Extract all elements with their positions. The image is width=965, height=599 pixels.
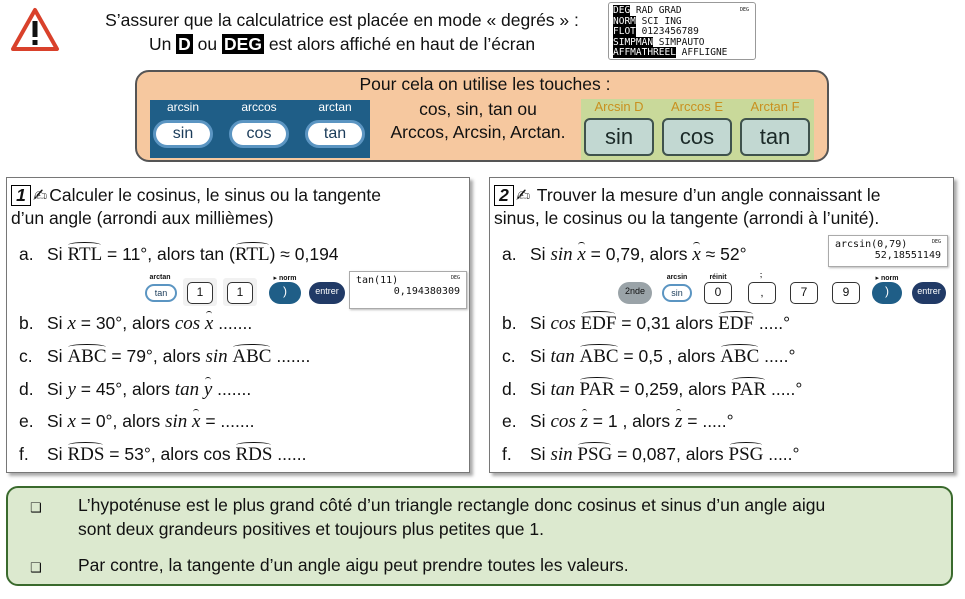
ex1-f-t1: Si xyxy=(47,444,68,464)
summary-box xyxy=(6,486,953,586)
casio-key-tan xyxy=(739,99,811,156)
warning-triangle-icon xyxy=(10,7,60,52)
ex1-f-angle-2: RDS xyxy=(235,444,273,465)
ex1-key-tan: tan xyxy=(145,284,177,302)
ex2-item-a xyxy=(502,242,747,266)
ex1-d-var-hat: y xyxy=(203,379,213,400)
ex1-e-t3: = ....... xyxy=(200,411,255,431)
ex2-e-var-hat-2: z xyxy=(674,411,683,432)
warning-line-1: S’assurer que la calculatrice est placée en mode « degrés » : xyxy=(105,10,579,30)
ex2-f-fn: sin xyxy=(550,444,578,465)
warning-line-2 xyxy=(72,32,612,56)
ex1-display-line-1: tan(11) xyxy=(356,275,399,286)
ex2-display-mode: DEG xyxy=(931,239,941,245)
mode-row-4-selected: SIMPMAN xyxy=(613,36,654,48)
casio-key-tan-second: Arctan F xyxy=(750,99,800,114)
ex1-f-label: f. xyxy=(19,444,29,464)
ex1-b-t2: = 30°, alors xyxy=(75,313,175,333)
ex1-a-t1: Si xyxy=(47,244,68,264)
warning-line-2-pre: Un xyxy=(148,34,177,54)
pencil-icon: ✍ xyxy=(33,186,48,205)
exercise-2-number: 2 xyxy=(494,185,514,206)
ex2-f-label: f. xyxy=(502,444,512,464)
ex1-display-mode: DEG xyxy=(450,275,460,281)
ex1-c-t1: Si xyxy=(47,346,68,366)
ex2-f-t3: .....° xyxy=(763,444,800,464)
summary-point-1-line-1: L’hypoténuse est le plus grand côté d’un triangle rectangle donc cosinus et sinus d’un angle aigu xyxy=(78,495,826,515)
mode-screen xyxy=(608,2,756,60)
ex1-e-t1: Si xyxy=(47,411,68,431)
ex1-d-t1: Si xyxy=(47,379,68,399)
ex1-c-t2: = 79°, alors xyxy=(106,346,206,366)
ex2-a-var-hat: x xyxy=(577,244,586,265)
warning-line-2-mid: ou xyxy=(192,34,223,54)
warning-text xyxy=(72,8,612,56)
ti-key-cos xyxy=(226,100,292,148)
ti-key-sin xyxy=(150,100,216,148)
ex2-key-7: 7 xyxy=(790,282,818,304)
ex1-f-angle: RDS xyxy=(67,444,105,465)
ex2-key-arcsin-label: arcsin xyxy=(666,274,688,281)
exercise-2-card xyxy=(489,177,954,473)
ti-key-cos-second: arccos xyxy=(241,100,277,114)
ti-key-tan-second: arctan xyxy=(318,100,352,114)
casio-key-cos-label: cos xyxy=(662,118,732,156)
ex2-e-t2: = 1 , alors xyxy=(587,411,675,431)
ex1-b-label: b. xyxy=(19,313,34,333)
ex1-c-fn: sin xyxy=(205,346,233,367)
ex1-calc-display xyxy=(349,271,467,309)
ex1-key-1b: 1 xyxy=(227,282,253,304)
ex2-e-fn: cos xyxy=(550,411,581,432)
ex2-f-t1: Si xyxy=(530,444,551,464)
summary-point-1 xyxy=(78,493,948,541)
ex2-a-t2: = 0,79, alors xyxy=(585,244,693,264)
exercise-2-heading-line-2: sinus, le cosinus ou la tangente (arrondi à l’unité). xyxy=(494,208,880,228)
ex2-d-fn: tan xyxy=(550,379,580,400)
exercise-1-heading xyxy=(11,184,467,229)
ti-keys-image xyxy=(150,100,370,158)
ti-key-sin-label: sin xyxy=(153,120,213,148)
ex1-d-t2: = 45°, alors xyxy=(75,379,175,399)
mode-row-1 xyxy=(613,6,751,17)
ex2-f-t2: = 0,087, alors xyxy=(612,444,729,464)
mode-row-1-rest: RAD GRAD xyxy=(630,5,682,16)
ti-key-sin-second: arcsin xyxy=(166,100,199,114)
mode-screen-indicator: DEG xyxy=(739,7,749,13)
bullet-icon: ❑ xyxy=(30,500,42,515)
exercise-1-heading-line-2: d’un angle (arrondi aux millièmes) xyxy=(11,208,274,228)
ex2-d-t3: .....° xyxy=(766,379,803,399)
exercise-1-number: 1 xyxy=(11,185,31,206)
keys-panel-description xyxy=(374,98,582,144)
ex1-d-t3: ....... xyxy=(212,379,252,399)
ex2-c-label: c. xyxy=(502,346,516,366)
ex2-d-label: d. xyxy=(502,379,517,399)
ex1-c-t3: ....... xyxy=(271,346,311,366)
deg-indicator: DEG xyxy=(224,34,262,54)
ex2-key-reinit-label: réinit xyxy=(709,274,727,281)
ex1-e-label: e. xyxy=(19,411,34,431)
mode-row-5-rest: AFFLIGNE xyxy=(675,47,728,58)
ex2-e-var-hat: z xyxy=(580,411,588,432)
ti-key-tan-label: tan xyxy=(305,120,365,148)
ex2-f-angle: PSG xyxy=(577,444,613,465)
ex2-item-b xyxy=(502,311,790,335)
ex2-a-label: a. xyxy=(502,244,517,264)
ex1-item-b xyxy=(19,311,252,335)
keys-desc-line-1: cos, sin, tan ou xyxy=(419,99,537,119)
ex2-key-second: 2nde xyxy=(618,282,652,304)
ex2-display-line-2: 52,18551149 xyxy=(874,250,941,261)
mode-row-1-selected: DEG xyxy=(613,5,631,16)
ex2-key-9: 9 xyxy=(832,282,860,304)
summary-point-2: Par contre, la tangente d’un angle aigu peut prendre toutes les valeurs. xyxy=(78,555,629,575)
ex2-c-fn: tan xyxy=(550,346,580,367)
ex1-item-a xyxy=(19,242,339,266)
ex2-c-t2: = 0,5 , alors xyxy=(618,346,721,366)
ex1-d-fn: tan xyxy=(174,379,204,400)
ex2-d-t2: = 0,259, alors xyxy=(614,379,731,399)
ti-key-cos-label: cos xyxy=(229,120,289,148)
mode-row-2-rest: SCI ING xyxy=(635,15,682,27)
casio-key-sin xyxy=(583,99,655,156)
summary-point-1-line-2: sont deux grandeurs positives et toujours plus petites que 1. xyxy=(78,519,544,539)
ex1-item-c xyxy=(19,344,310,368)
ex2-c-t3: .....° xyxy=(759,346,796,366)
ex2-b-t1: Si xyxy=(530,313,551,333)
exercise-2-heading-line-1: Trouver la mesure d’un angle connaissant le xyxy=(536,185,881,205)
ex2-item-c xyxy=(502,344,795,368)
ex1-a-angle-2: RTL xyxy=(234,244,270,265)
ti-key-tan xyxy=(302,100,368,148)
ex1-item-f xyxy=(19,442,306,466)
ex2-c-angle: ABC xyxy=(579,346,619,367)
mode-row-2-selected: NORM xyxy=(613,15,636,27)
ex2-item-d xyxy=(502,377,802,401)
ex1-f-t3: ...... xyxy=(272,444,307,464)
ex2-a-fn: sin xyxy=(550,244,578,265)
ex2-key-comma: ‚ xyxy=(748,282,776,304)
ex2-item-e xyxy=(502,409,734,433)
ex1-key-arctan-label: arctan xyxy=(149,274,171,281)
ex2-a-t3: ≈ 52° xyxy=(700,244,747,264)
ex2-b-label: b. xyxy=(502,313,517,333)
mode-row-5 xyxy=(613,48,751,59)
ex2-b-t3: .....° xyxy=(754,313,791,333)
ex1-key-enter: entrer xyxy=(309,282,345,304)
exercise-1-card xyxy=(6,177,470,473)
ex2-item-f xyxy=(502,442,800,466)
ex1-a-angle: RTL xyxy=(67,244,103,265)
ex1-b-t3: ....... xyxy=(213,313,253,333)
keys-panel-title: Pour cela on utilise les touches : xyxy=(359,74,611,94)
ex1-e-t2: = 0°, alors xyxy=(75,411,166,431)
ex1-item-d xyxy=(19,377,251,401)
ex2-a-var-hat-2: x xyxy=(692,244,701,265)
ex2-key-enter: entrer xyxy=(912,282,946,304)
ex2-display-line-1: arcsin(0,79) xyxy=(835,239,908,250)
ex2-key-0: 0 xyxy=(704,282,732,304)
ex2-d-t1: Si xyxy=(530,379,551,399)
exercise-2-heading xyxy=(494,184,952,229)
ex2-a-t1: Si xyxy=(530,244,551,264)
exercise-1-heading-line-1: Calculer le cosinus, le sinus ou la tangente xyxy=(49,185,381,205)
ex1-key-norm-label: ▸ norm xyxy=(273,275,297,282)
ex1-key-1: 1 xyxy=(187,282,213,304)
ex1-key-paren: ) xyxy=(269,282,301,304)
ex1-d-label: d. xyxy=(19,379,34,399)
ex1-f-t2: = 53°, alors cos xyxy=(104,444,236,464)
ex1-b-fn: cos xyxy=(174,313,205,334)
ex2-b-angle: EDF xyxy=(580,313,617,334)
ex1-e-var: x xyxy=(67,411,76,432)
ex1-d-var: y xyxy=(67,379,76,400)
mode-row-3-selected: FLOT xyxy=(613,26,636,37)
ex1-e-fn: sin xyxy=(165,411,193,432)
casio-key-sin-second: Arcsin D xyxy=(594,99,644,114)
ex2-d-angle: PAR xyxy=(579,379,615,400)
ex1-a-label: a. xyxy=(19,244,34,264)
ex2-b-angle-2: EDF xyxy=(718,313,754,334)
casio-keys-image xyxy=(581,99,814,160)
ex2-key-semicolon-label: ; xyxy=(759,272,763,279)
ex2-c-t1: Si xyxy=(530,346,551,366)
ex1-b-var: x xyxy=(67,313,76,334)
ex2-b-t2: = 0,31 alors xyxy=(616,313,719,333)
ex2-calc-display xyxy=(828,235,948,267)
casio-key-cos-second: Arccos E xyxy=(670,99,723,114)
ex1-a-t2: = 11°, alors tan ( xyxy=(102,244,235,264)
mode-row-4-rest: SIMPAUTO xyxy=(653,36,705,48)
ex2-d-angle-2: PAR xyxy=(730,379,767,400)
pencil-icon: ✍ xyxy=(516,186,531,205)
ex2-e-t3: = .....° xyxy=(682,411,734,431)
mode-row-3-rest: 0123456789 xyxy=(635,26,699,37)
ex2-e-t1: Si xyxy=(530,411,551,431)
ex1-c-angle-2: ABC xyxy=(232,346,272,367)
ex2-b-fn: cos xyxy=(550,313,581,334)
ex1-c-angle: ABC xyxy=(67,346,107,367)
warning-line-2-post: est alors affiché en haut de l’écran xyxy=(263,34,536,54)
ex1-e-var-hat: x xyxy=(192,411,201,432)
ex1-b-t1: Si xyxy=(47,313,68,333)
ex1-display-line-2: 0,194380309 xyxy=(393,286,460,297)
ex1-b-var-hat: x xyxy=(204,313,214,334)
casio-key-cos xyxy=(661,99,733,156)
ex2-key-paren: ) xyxy=(872,282,902,304)
bullet-icon: ❑ xyxy=(30,560,42,575)
ex1-item-e xyxy=(19,409,254,433)
casio-key-tan-label: tan xyxy=(740,118,810,156)
ex2-key-sin: sin xyxy=(662,284,692,302)
mode-row-5-selected: AFFMATHREEL xyxy=(613,47,676,58)
ex2-e-label: e. xyxy=(502,411,517,431)
ex1-a-t3: ) ≈ 0,194 xyxy=(269,244,339,264)
d-indicator: D xyxy=(178,34,191,54)
ex1-c-label: c. xyxy=(19,346,33,366)
ex2-key-norm-label: ▸ norm xyxy=(875,275,899,282)
keys-desc-line-2: Arccos, Arcsin, Arctan. xyxy=(390,122,566,142)
ex2-f-angle-2: PSG xyxy=(728,444,764,465)
casio-key-sin-label: sin xyxy=(584,118,654,156)
ex2-c-angle-2: ABC xyxy=(720,346,760,367)
